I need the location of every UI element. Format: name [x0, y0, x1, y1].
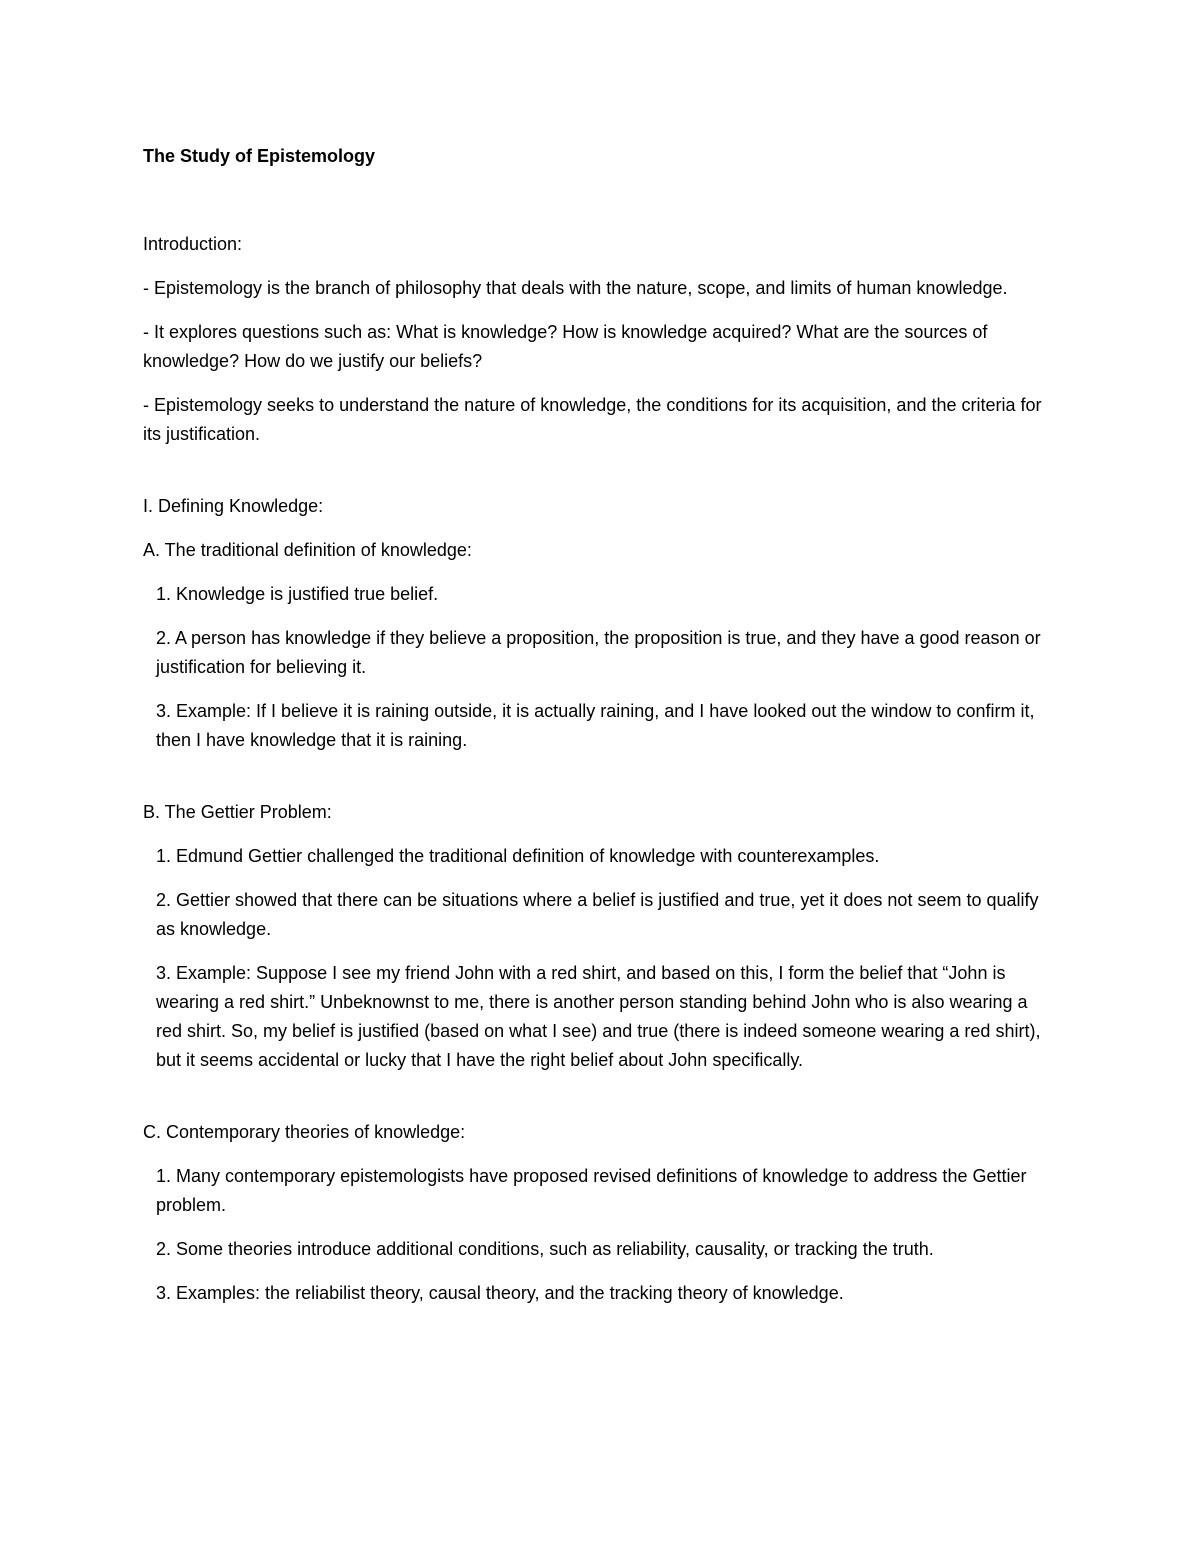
intro-bullet: - Epistemology is the branch of philosophy that deals with the nature, scope, and limits of human knowledge.: [143, 278, 1008, 298]
section-heading: I. Defining Knowledge:: [143, 496, 324, 516]
intro-heading: Introduction:: [143, 234, 243, 254]
list-item: 3. Example: Suppose I see my friend John with a red shirt, and based on this, I form the belief that “John is wearing a red shirt.” Unbeknownst to me, there is another person standing behind John who is also wearing a red shirt. So, my belief is justified (based on what I see) and true (there is indeed someone wearing a red shirt), but it seems accidental or lucky that I have the right belief about John specifically.: [156, 963, 1041, 1070]
list-item: 1. Many contemporary epistemologists have proposed revised definitions of knowledge to address the Gettier problem.: [156, 1166, 1027, 1215]
list-item: 1. Knowledge is justified true belief.: [156, 584, 439, 604]
list-item: 1. Edmund Gettier challenged the traditional definition of knowledge with counterexamples.: [156, 846, 880, 866]
intro-bullet: - It explores questions such as: What is knowledge? How is knowledge acquired? What are the sources of knowledge? How do we justify our beliefs?: [143, 322, 988, 371]
list-item: 2. A person has knowledge if they believe a proposition, the proposition is true, and they have a good reason or justification for believing it.: [156, 628, 1041, 677]
document-body: [143, 142, 1058, 1323]
subsection-heading-a: A. The traditional definition of knowledge:: [143, 540, 472, 560]
list-item: 3. Example: If I believe it is raining outside, it is actually raining, and I have looked out the window to confirm it, then I have knowledge that it is raining.: [156, 701, 1035, 750]
document-title: The Study of Epistemology: [143, 146, 376, 166]
subsection-heading-b: B. The Gettier Problem:: [143, 802, 332, 822]
list-item: 2. Some theories introduce additional conditions, such as reliability, causality, or tracking the truth.: [156, 1239, 934, 1259]
list-item: 3. Examples: the reliabilist theory, causal theory, and the tracking theory of knowledge.: [156, 1283, 844, 1303]
list-item: 2. Gettier showed that there can be situations where a belief is justified and true, yet it does not seem to qualify as knowledge.: [156, 890, 1039, 939]
subsection-heading-c: C. Contemporary theories of knowledge:: [143, 1122, 466, 1142]
intro-bullet: - Epistemology seeks to understand the nature of knowledge, the conditions for its acquisition, and the criteria for its justification.: [143, 395, 1042, 444]
